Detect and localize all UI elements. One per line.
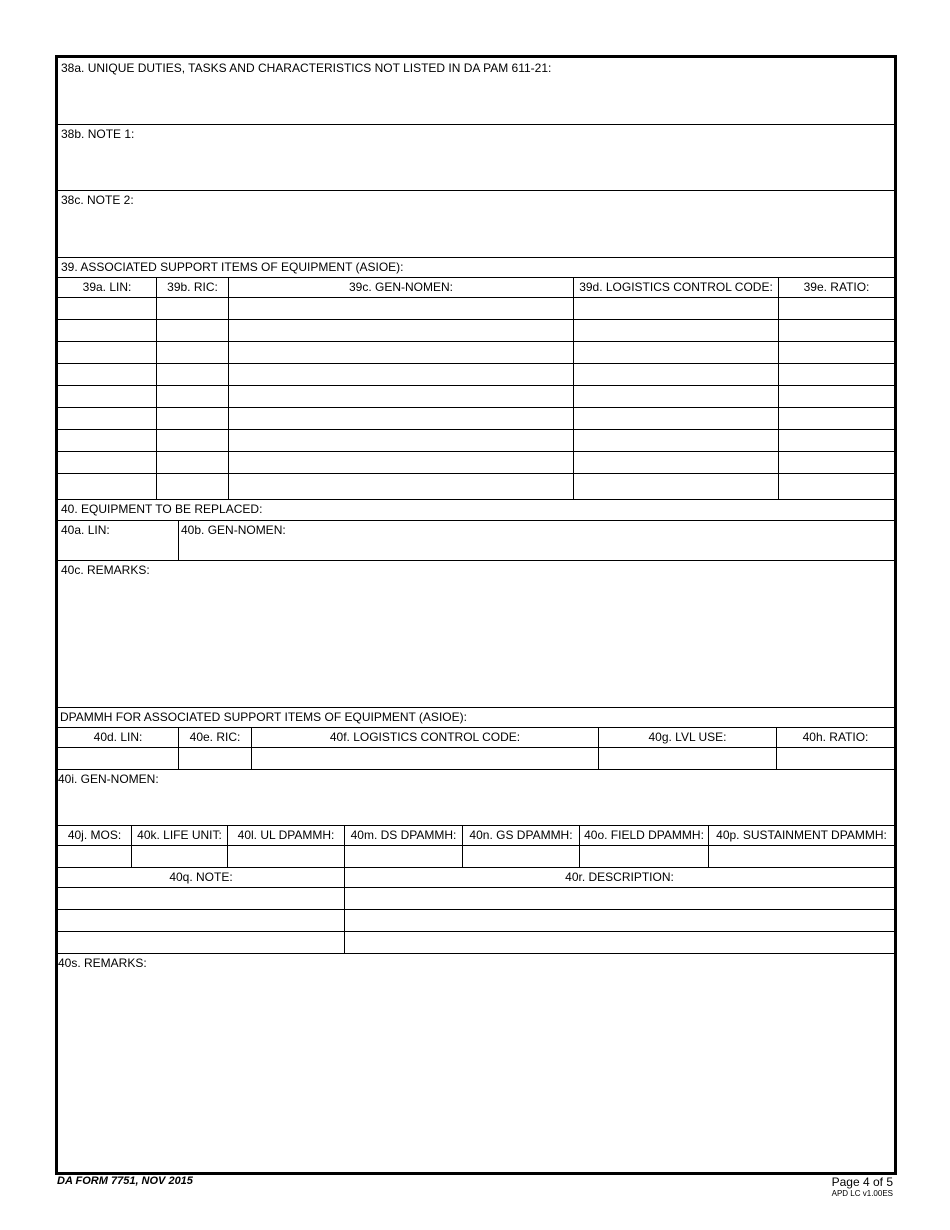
table-row — [58, 407, 894, 429]
label-40i: 40i. GEN-NOMEN: — [58, 772, 159, 786]
label-40s: 40s. REMARKS: — [58, 956, 147, 970]
input-39a-lin[interactable] — [58, 298, 156, 319]
input-39d-logistics-control-code[interactable] — [573, 474, 778, 499]
input-40m-ds-dpammh[interactable] — [344, 846, 462, 867]
header-40r-description: 40r. DESCRIPTION: — [344, 868, 894, 887]
input-39e-ratio[interactable] — [778, 474, 894, 499]
table-row — [58, 473, 894, 499]
label-40b: 40b. GEN-NOMEN: — [181, 523, 286, 537]
table-row — [58, 297, 894, 319]
input-39b-ric[interactable] — [156, 364, 228, 385]
input-40r-description[interactable] — [344, 910, 894, 931]
label-38c: 38c. NOTE 2: — [61, 193, 134, 207]
input-40r-description[interactable] — [344, 932, 894, 953]
page-number: Page 4 of 5 — [831, 1175, 893, 1189]
section-39-title — [58, 257, 894, 277]
table-row — [58, 319, 894, 341]
input-40k-life-unit[interactable] — [131, 846, 227, 867]
header-40d-lin: 40d. LIN: — [93, 730, 143, 744]
input-39b-ric[interactable] — [156, 298, 228, 319]
equipment-replaced-row — [58, 520, 894, 560]
input-40g-lvl-use[interactable] — [598, 748, 776, 769]
input-39a-lin[interactable] — [58, 386, 156, 407]
header-40m-ds-dpammh: 40m. DS DPAMMH: — [344, 826, 462, 845]
input-39d-logistics-control-code[interactable] — [573, 364, 778, 385]
label-40c: 40c. REMARKS: — [61, 563, 150, 577]
input-39c-gen-nomen[interactable] — [228, 320, 573, 341]
header-40o-field-dpammh: 40o. FIELD DPAMMH: — [579, 826, 708, 845]
input-39a-lin[interactable] — [58, 430, 156, 451]
input-39a-lin[interactable] — [58, 342, 156, 363]
table-row — [58, 341, 894, 363]
header-40l-ul-dpammh: 40l. UL DPAMMH: — [227, 826, 344, 845]
input-39e-ratio[interactable] — [778, 452, 894, 473]
header-40q-note: 40q. NOTE: — [169, 870, 233, 884]
input-40l-ul-dpammh[interactable] — [227, 846, 344, 867]
field-38a-unique-duties[interactable] — [58, 58, 894, 124]
input-39b-ric[interactable] — [156, 430, 228, 451]
header-40f-logistics-control-code: 40f. LOGISTICS CONTROL CODE: — [251, 728, 598, 747]
input-39c-gen-nomen[interactable] — [228, 474, 573, 499]
input-39c-gen-nomen[interactable] — [228, 430, 573, 451]
input-40q-note[interactable] — [58, 932, 344, 953]
form-version: APD LC v1.00ES — [831, 1189, 893, 1198]
label-dpammh: DPAMMH FOR ASSOCIATED SUPPORT ITEMS OF EQUIPMENT (ASIOE): — [60, 710, 467, 724]
table-row — [58, 385, 894, 407]
input-40q-note[interactable] — [58, 910, 344, 931]
input-39a-lin[interactable] — [58, 320, 156, 341]
table-row — [58, 931, 894, 953]
field-40i-gen-nomen[interactable] — [58, 769, 894, 825]
input-39e-ratio[interactable] — [778, 386, 894, 407]
section-40-title — [58, 499, 894, 520]
input-39b-ric[interactable] — [156, 342, 228, 363]
table-row — [58, 845, 894, 867]
input-39b-ric[interactable] — [156, 408, 228, 429]
input-39c-gen-nomen[interactable] — [228, 342, 573, 363]
asioe-header-row — [58, 277, 894, 297]
input-40h-ratio[interactable] — [776, 748, 894, 769]
input-40q-note[interactable] — [58, 888, 344, 909]
label-40a: 40a. LIN: — [61, 523, 110, 537]
field-40a-lin[interactable] — [58, 521, 178, 560]
field-38c-note-2[interactable] — [58, 190, 894, 257]
input-39d-logistics-control-code[interactable] — [573, 386, 778, 407]
input-39d-logistics-control-code[interactable] — [573, 342, 778, 363]
form-identifier: DA FORM 7751, NOV 2015 — [57, 1175, 193, 1187]
input-40j-mos[interactable] — [58, 846, 131, 867]
input-40d-lin[interactable] — [58, 748, 178, 769]
input-39c-gen-nomen[interactable] — [228, 298, 573, 319]
input-39d-logistics-control-code[interactable] — [573, 430, 778, 451]
input-39c-gen-nomen[interactable] — [228, 364, 573, 385]
field-40b-gen-nomen[interactable] — [178, 521, 894, 560]
table-row — [58, 909, 894, 931]
input-39b-ric[interactable] — [156, 452, 228, 473]
input-39b-ric[interactable] — [156, 474, 228, 499]
label-38b: 38b. NOTE 1: — [61, 127, 135, 141]
input-39e-ratio[interactable] — [778, 298, 894, 319]
table-row — [58, 451, 894, 473]
input-40p-sustainment-dpammh[interactable] — [708, 846, 894, 867]
header-40n-gs-dpammh: 40n. GS DPAMMH: — [462, 826, 579, 845]
header-40j-mos: 40j. MOS: — [67, 828, 122, 842]
table-row — [58, 429, 894, 451]
input-39e-ratio[interactable] — [778, 320, 894, 341]
input-39b-ric[interactable] — [156, 386, 228, 407]
input-40f-logistics-control-code[interactable] — [251, 748, 598, 769]
input-39d-logistics-control-code[interactable] — [573, 452, 778, 473]
header-39d-logistics-control-code: 39d. LOGISTICS CONTROL CODE: — [573, 278, 778, 297]
input-39a-lin[interactable] — [58, 452, 156, 473]
header-39a-lin: 39a. LIN: — [82, 280, 132, 294]
note-description-header-row — [58, 867, 894, 887]
field-40c-remarks[interactable] — [58, 560, 894, 707]
field-40s-remarks[interactable] — [58, 953, 894, 1173]
input-39b-ric[interactable] — [156, 320, 228, 341]
label-40: 40. EQUIPMENT TO BE REPLACED: — [61, 502, 263, 516]
input-39e-ratio[interactable] — [778, 430, 894, 451]
mos-header-row — [58, 825, 894, 845]
dpammh-title — [58, 707, 894, 727]
input-39d-logistics-control-code[interactable] — [573, 320, 778, 341]
input-39e-ratio[interactable] — [778, 364, 894, 385]
header-40h-ratio: 40h. RATIO: — [776, 728, 894, 747]
field-38b-note-1[interactable] — [58, 124, 894, 191]
table-row — [58, 363, 894, 385]
input-40r-description[interactable] — [344, 888, 894, 909]
header-40p-sustainment-dpammh: 40p. SUSTAINMENT DPAMMH: — [708, 826, 894, 845]
input-39a-lin[interactable] — [58, 408, 156, 429]
input-39c-gen-nomen[interactable] — [228, 452, 573, 473]
input-39d-logistics-control-code[interactable] — [573, 408, 778, 429]
input-39e-ratio[interactable] — [778, 342, 894, 363]
input-40e-ric[interactable] — [178, 748, 251, 769]
table-row — [58, 747, 894, 769]
input-39e-ratio[interactable] — [778, 408, 894, 429]
header-40k-life-unit: 40k. LIFE UNIT: — [131, 826, 227, 845]
input-40o-field-dpammh[interactable] — [579, 846, 708, 867]
input-39c-gen-nomen[interactable] — [228, 386, 573, 407]
input-39a-lin[interactable] — [58, 364, 156, 385]
label-38a: 38a. UNIQUE DUTIES, TASKS AND CHARACTERISTICS NOT LISTED IN DA PAM 611-21: — [61, 61, 552, 75]
input-39c-gen-nomen[interactable] — [228, 408, 573, 429]
form-frame — [55, 55, 897, 1175]
input-40n-gs-dpammh[interactable] — [462, 846, 579, 867]
header-40e-ric: 40e. RIC: — [178, 728, 251, 747]
header-39b-ric: 39b. RIC: — [156, 278, 228, 297]
header-40g-lvl-use: 40g. LVL USE: — [598, 728, 776, 747]
header-39c-gen-nomen: 39c. GEN-NOMEN: — [228, 278, 573, 297]
input-39d-logistics-control-code[interactable] — [573, 298, 778, 319]
table-row — [58, 887, 894, 909]
dpammh-header-row — [58, 727, 894, 747]
input-39a-lin[interactable] — [58, 474, 156, 499]
header-39e-ratio: 39e. RATIO: — [778, 278, 894, 297]
label-39: 39. ASSOCIATED SUPPORT ITEMS OF EQUIPMENT (ASIOE): — [61, 260, 404, 274]
